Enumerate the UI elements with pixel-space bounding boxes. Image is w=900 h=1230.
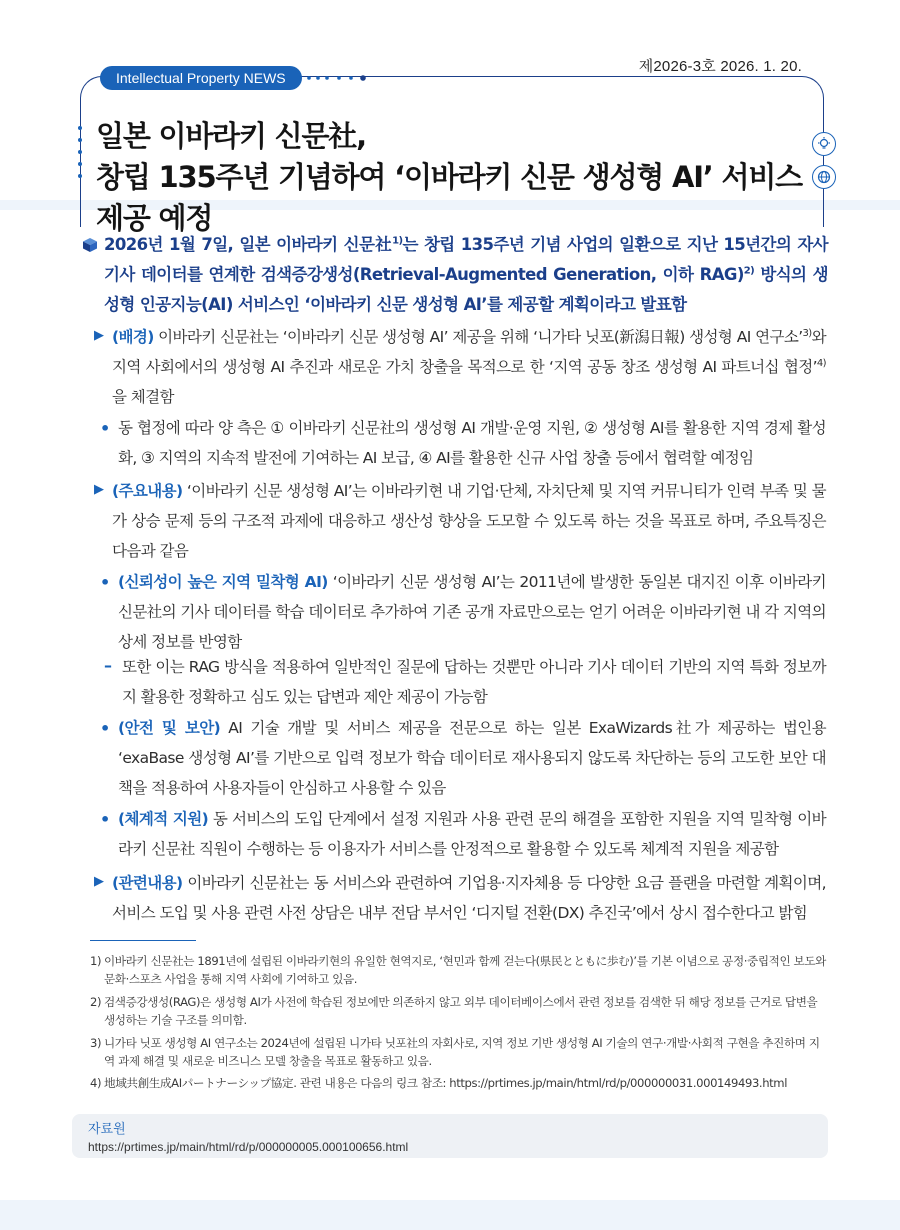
footnote-ref-3: 3) [802, 327, 812, 339]
footnote-number: 2) [90, 995, 102, 1009]
title-line-1: 일본 이바라키 신문社, [96, 119, 366, 153]
footnote-text: 검색증강생성(RAG)은 생성형 AI가 사전에 학습된 정보에만 의존하지 않고 외부 데이터베이스에서 관련 정보를 검색한 뒤 해당 정보를 근거로 답변을 생성하는 기술 구조를 의미함. [104, 995, 818, 1027]
feature-security-text: AI 기술 개발 및 서비스 제공을 전문으로 하는 일본 ExaWizards社가 제공하는 법인용 ‘exaBase 생성형 AI’를 기반으로 입력 정보가 학습 데이터로 재사용되지 않도록 차단하는 등의 고도한 보안 대책을 적용하여 사용자들이 안심하고 사용할 수 있음 [118, 719, 826, 797]
footnote-3 [90, 1034, 830, 1070]
dot-bullet-icon: • [100, 573, 111, 592]
triangle-bullet-icon: ▶ [94, 328, 104, 343]
background-part-a: 이바라키 신문社는 ‘이바라키 신문 생성형 AI’ 제공을 위해 ‘니가타 닛포(新潟日報) 생성형 AI 연구소’ [153, 328, 803, 346]
lead-part-a: 2026년 1월 7일, 일본 이바라키 신문社 [104, 235, 393, 254]
footnote-1 [90, 952, 830, 988]
source-title: 자료원 [88, 1122, 126, 1137]
triangle-bullet-icon: ▶ [94, 874, 104, 889]
background-label: (배경) [112, 328, 154, 346]
main-content-text: ‘이바라키 신문 생성형 AI’는 이바라키현 내 기업·단체, 자치단체 및 지역 커뮤니티가 인력 부족 및 물가 상승 문제 등의 구조적 과제에 대응하고 생산성 향상을 도모할 수 있도록 하는 것을 목표로 하며, 주요특징은 다음과 같음 [112, 482, 826, 560]
feature-security-label: (안전 및 보안) [118, 719, 221, 737]
dot-bullet-icon: • [100, 810, 111, 829]
lightbulb-icon [812, 132, 836, 156]
footnote-text: 地域共創生成AIパートナーシップ協定. 관련 내용은 다음의 링크 참조: https://prtimes.jp/main/html/rd/p/000000031.000149493.html [104, 1076, 788, 1090]
background-part-c: 을 체결함 [112, 388, 174, 406]
lead-part-b: 는 창립 135주년 기념 사업의 일환으로 지난 15년간의 자사 기사 데이터를 연계한 검색증강생성(Retrieval-Augmented Generation, 이하 RAG) [104, 235, 828, 284]
feature-local-ai-rag: 또한 이는 RAG 방식을 적용하여 일반적인 질문에 답하는 것뿐만 아니라 기사 데이터 기반의 지역 특화 정보까지 활용한 정확하고 심도 있는 답변과 제안 제공이 가능함 [122, 658, 826, 706]
footnote-divider [90, 940, 196, 941]
footnote-number: 3) [90, 1036, 102, 1050]
footnote-ref-1: 1) [392, 235, 403, 247]
footnote-number: 4) [90, 1076, 102, 1090]
left-margin-dots [76, 124, 84, 184]
network-globe-icon [812, 165, 836, 189]
footnote-text: 니가타 닛포 생성형 AI 연구소는 2024년에 설립된 니가타 닛포社의 자회사로, 지역 정보 기반 생성형 AI 기술의 연구·개발·사회적 구현을 추진하며 지역 과제 해결 및 새로운 비즈니스 모델 창출을 목표로 활동하고 있음. [104, 1036, 820, 1068]
feature-security [118, 713, 826, 803]
source-link[interactable]: https://prtimes.jp/main/html/rd/p/000000005.000100656.html [88, 1140, 409, 1154]
newsletter-tag: Intellectual Property NEWS [100, 66, 302, 90]
footnote-ref-4: 4) [816, 357, 826, 369]
cube-bullet-icon [82, 237, 98, 253]
dot-bullet-icon: • [100, 419, 111, 438]
related-text: 이바라키 신문社는 동 서비스와 관련하여 기업용·지자체용 등 다양한 요금 플랜을 마련할 계획이며, 서비스 도입 및 사용 관련 사전 상담은 내부 전담 부서인 ‘디지털 전환(DX) 추진국’에서 상시 접수한다고 밝힘 [112, 874, 826, 922]
footnote-ref-2: 2) [743, 265, 755, 277]
dash-bullet-icon: – [104, 656, 112, 675]
lead-paragraph [104, 230, 828, 320]
source-box [72, 1114, 828, 1158]
related-label: (관련내용) [112, 874, 183, 892]
feature-local-ai [118, 567, 826, 657]
dot-bullet-icon: • [100, 719, 111, 738]
feature-local-ai-text: ‘이바라키 신문 생성형 AI’는 2011년에 발생한 동일본 대지진 이후 이바라키 신문社의 기사 데이터를 학습 데이터로 추가하여 기존 공개 자료만으로는 얻기 어려운 이바라키현 내 각 지역의 상세 정보를 반영함 [118, 573, 826, 651]
page-title [96, 116, 816, 239]
agreement-detail: 동 협정에 따라 양 측은 ① 이바라키 신문社의 생성형 AI 개발·운영 지원, ② 생성형 AI를 활용한 지역 경제 활성화, ③ 지역의 지속적 발전에 기여하는 AI 보급, ④ AI를 활용한 신규 사업 창출 등에서 협력할 예정임 [118, 419, 826, 467]
lead-part-c: 방식의 생성형 인공지능(AI) 서비스인 ‘이바라키 신문 생성형 AI’를 제공할 계획이라고 발표함 [104, 265, 828, 314]
tag-connector-dots [305, 74, 375, 82]
feature-support-text: 동 서비스의 도입 단계에서 설정 지원과 사용 관련 문의 해결을 포함한 지원을 지역 밀착형 이바라키 신문社 직원이 수행하는 등 이용자가 서비스를 안정적으로 활용할 수 있도록 체계적 지원을 제공함 [118, 810, 826, 858]
footnote-text: 이바라키 신문社는 1891년에 설립된 이바라키현의 유일한 현역지로, ‘현민과 함께 걷는다(県民とともに歩む)’를 기본 이념으로 공정·중립적인 보도와 문화·스포츠 사업을 통해 지역 사회에 기여하고 있음. [104, 954, 826, 986]
feature-local-ai-label: (신뢰성이 높은 지역 밀착형 AI) [118, 573, 328, 591]
title-line-2: 창립 135주년 기념하여 ‘이바라키 신문 생성형 AI’ 서비스 제공 예정 [96, 160, 802, 235]
footnote-4 [90, 1074, 830, 1092]
feature-support [118, 804, 826, 864]
feature-support-label: (체계적 지원) [118, 810, 209, 828]
main-content-paragraph [112, 476, 826, 566]
background-part-b: 와 지역 사회에서의 생성형 AI 추진과 새로운 가치 창출을 목적으로 한 ‘지역 공동 창조 생성형 AI 파트너십 협정’ [112, 328, 826, 376]
footnote-number: 1) [90, 954, 102, 968]
main-content-label: (주요내용) [112, 482, 183, 500]
issue-number-date: 제2026-3호 2026. 1. 20. [638, 58, 802, 75]
footnote-2 [90, 993, 830, 1029]
background-paragraph [112, 322, 826, 412]
triangle-bullet-icon: ▶ [94, 482, 104, 497]
related-paragraph [112, 868, 826, 928]
